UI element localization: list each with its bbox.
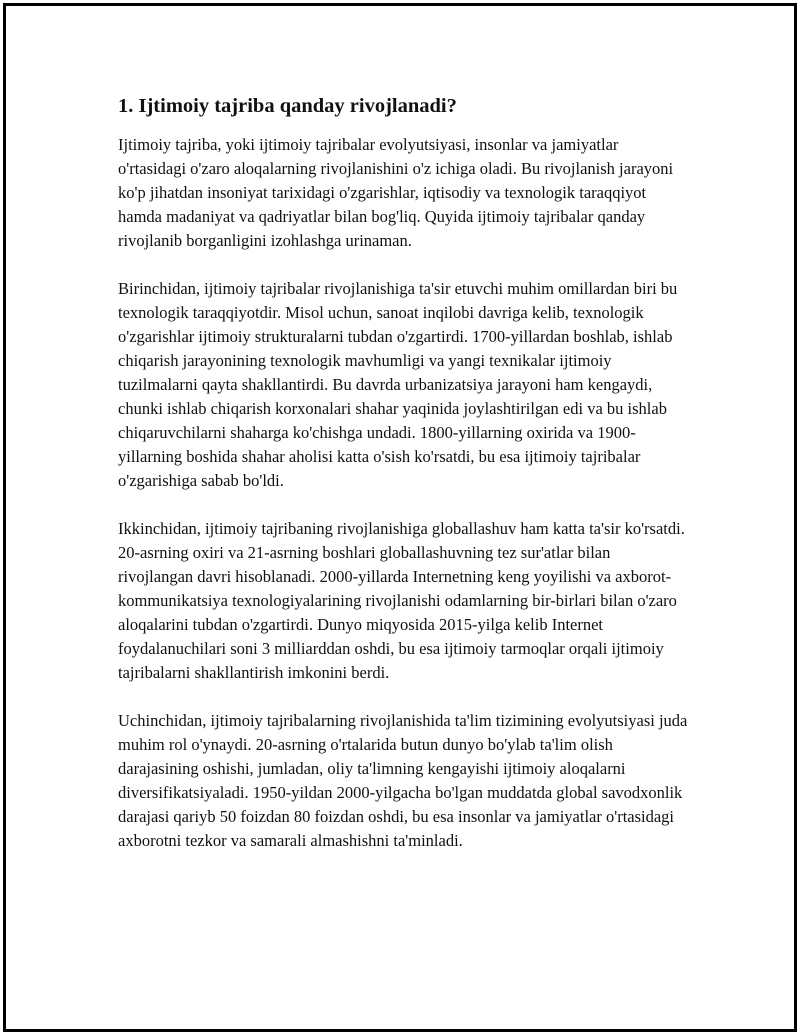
paragraph-third: Uchinchidan, ijtimoiy tajribalarning rivojlanishida ta'lim tizimining evolyutsiyasi juda muhim rol o'ynaydi. 20-asrning o'rtalarida butun dunyo bo'ylab ta'lim olish darajasining oshishi, jumladan, oliy ta'limning kengayishi ijtimoiy aloqalarni diversifikatsiyaladi. 1950-yildan 2000-yilgacha bo'lgan muddatda global savodxonlik darajasi qariyb 50 foizdan 80 foizdan oshdi, bu esa insonlar va jamiyatlar o'rtasidagi axborotni tezkor va samarali almashishni ta'minladi. (118, 711, 688, 850)
section-heading: 1. Ijtimoiy tajriba qanday rivojlanadi? (118, 95, 457, 117)
paragraph-first: Birinchidan, ijtimoiy tajribalar rivojlanishiga ta'sir etuvchi muhim omillardan biri bu texnologik taraqqiyotdir. Misol uchun, sanoat inqilobi davriga kelib, texnologik o'zgarishlar ijtimoiy strukturalarni tubdan o'zgartirdi. 1700-yillardan boshlab, ishlab chiqarish jarayonining texnologik mavhumligi va yangi texnikalar ijtimoiy tuzilmalarni qayta shakllantirdi. Bu davrda urbanizatsiya jarayoni ham kengaydi, chunki ishlab chiqarish korxonalari shahar yaqinida joylashtirilgan edi va bu ishlab chiqaruvchilarni shaharga ko'chishga undadi. 1800-yillarning oxirida va 1900-yillarning boshida shahar aholisi katta o'sish ko'rsatdi, bu esa ijtimoiy tajribalar o'zgarishiga sabab bo'ldi. (118, 279, 678, 490)
document-body (118, 92, 688, 877)
paragraph-intro: Ijtimoiy tajriba, yoki ijtimoiy tajribalar evolyutsiyasi, insonlar va jamiyatlar o'rtasidagi o'zaro aloqalarning rivojlanishini o'z ichiga oladi. Bu rivojlanish jarayoni ko'p jihatdan insoniyat tarixidagi o'zgarishlar, iqtisodiy va texnologik taraqqiyot hamda madaniyat va qadriyatlar bilan bog'liq. Quyida ijtimoiy tajribalar qanday rivojlanib borganligini izohlashga urinaman. (118, 135, 674, 250)
paragraph-second: Ikkinchidan, ijtimoiy tajribaning rivojlanishiga globallashuv ham katta ta'sir ko'rsatdi. 20-asrning oxiri va 21-asrning boshlari globallashuvning tez sur'atlar bilan rivojlangan davri hisoblanadi. 2000-yillarda Internetning keng yoyilishi va axborot-kommunikatsiya texnologiyalarining rivojlanishi odamlarning bir-birlari bilan o'zaro aloqalarini tubdan o'zgartirdi. Dunyo miqyosida 2015-yilga kelib Internet foydalanuchilari soni 3 milliarddan oshdi, bu esa ijtimoiy tarmoqlar orqali ijtimoiy tajribalarni shakllantirish imkonini berdi. (118, 519, 685, 682)
